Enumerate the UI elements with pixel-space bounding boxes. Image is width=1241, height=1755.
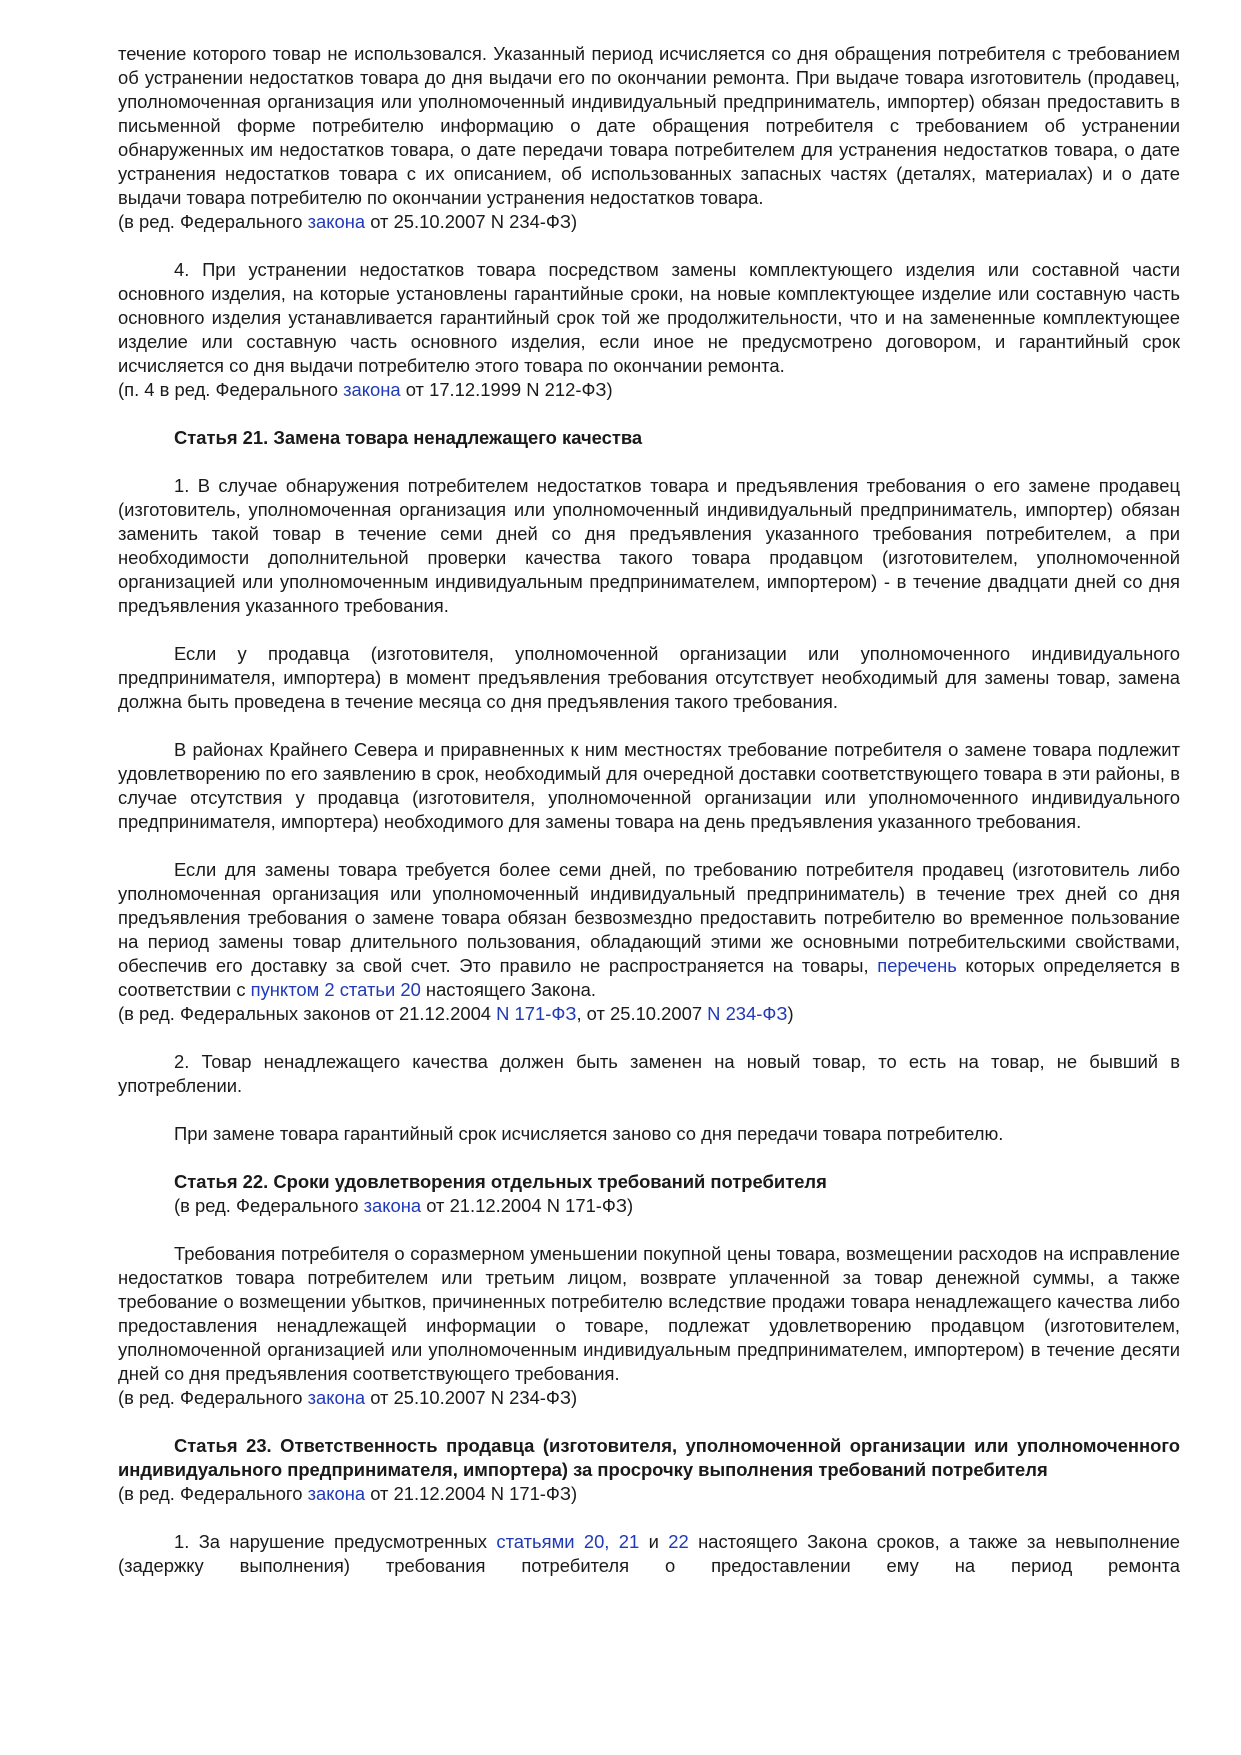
article-23-heading: Статья 23. Ответственность продавца (изготовителя, уполномоченной организации или уполномоченного индивидуального предпринимателя, импортера) за просрочку выполнения требований потребителя xyxy=(118,1435,1180,1480)
paragraph xyxy=(118,858,1180,1002)
paragraph: Если у продавца (изготовителя, уполномоченной организации или уполномоченного индивидуального предпринимателя, импортера) в момент предъявления требования отсутствует необходимый для замены товар, замена должна быть проведена в течение месяца со дня предъявления такого требования. xyxy=(118,643,1180,712)
revision-text: , от 25.10.2007 xyxy=(576,1003,708,1024)
law-link[interactable]: закона xyxy=(307,211,366,232)
document-page xyxy=(118,42,1180,1578)
law-link[interactable]: закона xyxy=(307,1483,366,1504)
paragraph-text: настоящего Закона сроков, а также за невыполнение (задержку выполнения) требования потребителя о предоставлении ему на период ремонта xyxy=(118,1531,1181,1576)
law-link[interactable]: N 234-ФЗ xyxy=(707,1003,788,1024)
revision-text: от 25.10.2007 N 234-ФЗ) xyxy=(365,1387,578,1408)
paragraph-text: которых определяется в соответствии с xyxy=(118,955,1180,1000)
revision-text: от 21.12.2004 N 171-ФЗ) xyxy=(365,1483,578,1504)
articles-20-21-link[interactable]: статьями 20, 21 xyxy=(496,1531,640,1552)
paragraph: 1. В случае обнаружения потребителем недостатков товара и предъявления требования о его замене продавец (изготовитель, уполномоченная организация или уполномоченный индивидуальный предприниматель, импортер) обязан заменить такой товар в течение семи дней со дня предъявления указанного требования потребителем, а при необходимости дополнительной проверки качества такого товара продавцом (изготовителем, уполномоченной организацией или уполномоченным индивидуальным предпринимателем, импортером) - в течение двадцати дней со дня предъявления указанного требования. xyxy=(118,475,1180,616)
revision-text: (в ред. Федеральных законов от 21.12.2004 xyxy=(118,1003,497,1024)
paragraph xyxy=(118,1530,1180,1578)
law-link[interactable]: N 171-ФЗ xyxy=(496,1003,577,1024)
revision-note xyxy=(118,378,1180,402)
law-link[interactable]: закона xyxy=(363,1195,422,1216)
paragraph: При замене товара гарантийный срок исчисляется заново со дня передачи товара потребителю. xyxy=(174,1123,1004,1144)
paragraph-text: настоящего Закона. xyxy=(420,979,597,1000)
paragraph: В районах Крайнего Севера и приравненных к ним местностях требование потребителя о замене товара подлежит удовлетворению по его заявлению в срок, необходимый для очередной доставки соответствующего товара в эти районы, в случае отсутствия у продавца (изготовителя, уполномоченной организации или уполномоченного индивидуального предпринимателя, импортера) необходимого для замены товара на день предъявления указанного требования. xyxy=(118,739,1180,832)
paragraph: 4. При устранении недостатков товара посредством замены комплектующего изделия или составной части основного изделия, на которые установлены гарантийные сроки, на новые комплектующее изделие или составную часть основного изделия устанавливается гарантийный срок той же продолжительности, что и на замененные комплектующее изделие или составную часть основного изделия, если иное не предусмотрено договором, и гарантийный срок исчисляется со дня выдачи потребителю этого товара по окончании ремонта. xyxy=(118,259,1180,376)
paragraph: Требования потребителя о соразмерном уменьшении покупной цены товара, возмещении расходов на исправление недостатков товара потребителем или третьим лицом, возврате уплаченной за товар денежной суммы, а также требование о возмещении убытков, причиненных потребителю вследствие продажи товара ненадлежащего качества либо предоставления ненадлежащей информации о товаре, подлежат удовлетворению продавцом (изготовителем, уполномоченной организацией или уполномоченным индивидуальным предпринимателем, импортером) в течение десяти дней со дня предъявления соответствующего требования. xyxy=(118,1243,1180,1384)
revision-text: (в ред. Федерального xyxy=(174,1195,364,1216)
revision-text: (в ред. Федерального xyxy=(118,1387,308,1408)
article-22-link[interactable]: 22 xyxy=(668,1531,689,1552)
paragraph: 2. Товар ненадлежащего качества должен быть заменен на новый товар, то есть на товар, не бывший в употреблении. xyxy=(118,1051,1180,1096)
revision-note xyxy=(118,210,1180,234)
revision-text: (в ред. Федерального xyxy=(118,1483,308,1504)
article-22-heading: Статья 22. Сроки удовлетворения отдельных требований потребителя xyxy=(174,1171,827,1192)
paragraph-text: 1. За нарушение предусмотренных xyxy=(174,1531,497,1552)
revision-note xyxy=(118,1002,1180,1026)
revision-text: от 21.12.2004 N 171-ФЗ) xyxy=(421,1195,634,1216)
list-link[interactable]: перечень xyxy=(877,955,957,976)
revision-text: (в ред. Федерального xyxy=(118,211,308,232)
revision-text: (п. 4 в ред. Федерального xyxy=(118,379,344,400)
revision-text: ) xyxy=(787,1003,794,1024)
revision-note xyxy=(118,1386,1180,1410)
revision-note xyxy=(118,1482,1180,1506)
revision-note xyxy=(118,1194,1180,1218)
law-link[interactable]: закона xyxy=(343,379,401,400)
law-link[interactable]: закона xyxy=(307,1387,366,1408)
revision-text: от 17.12.1999 N 212-ФЗ) xyxy=(400,379,613,400)
revision-text: от 25.10.2007 N 234-ФЗ) xyxy=(365,211,578,232)
paragraph-text: Если для замены товара требуется более семи дней, по требованию потребителя продавец (изготовитель либо уполномоченная организация или уполномоченный индивидуальный предприниматель) в течение трех дней со дня предъявления требования о замене товара обязан безвозмездно предоставить потребителю во временное пользование на период замены товар длительного пользования, обладающий этими же основными потребительскими свойствами, обеспечив его доставку за свой счет. Это правило не распространяется на товары, xyxy=(118,859,1180,976)
article-21-heading: Статья 21. Замена товара ненадлежащего качества xyxy=(174,427,643,448)
paragraph-text: и xyxy=(639,1531,669,1552)
article-20-link[interactable]: пунктом 2 статьи 20 xyxy=(250,979,421,1000)
paragraph: течение которого товар не использовался. Указанный период исчисляется со дня обращения потребителя с требованием об устранении недостатков товара до дня выдачи его по окончании ремонта. При выдаче товара изготовитель (продавец, уполномоченная организация или уполномоченный индивидуальный предприниматель, импортер) обязан предоставить в письменной форме потребителю информацию о дате обращения потребителя с требованием об устранении обнаруженных им недостатков товара, о дате передачи товара потребителем для устранения недостатков товара, о дате устранения недостатков товара с их описанием, об использованных запасных частях (деталях, материалах) и о дате выдачи товара потребителю по окончании устранения недостатков товара. xyxy=(118,43,1180,208)
